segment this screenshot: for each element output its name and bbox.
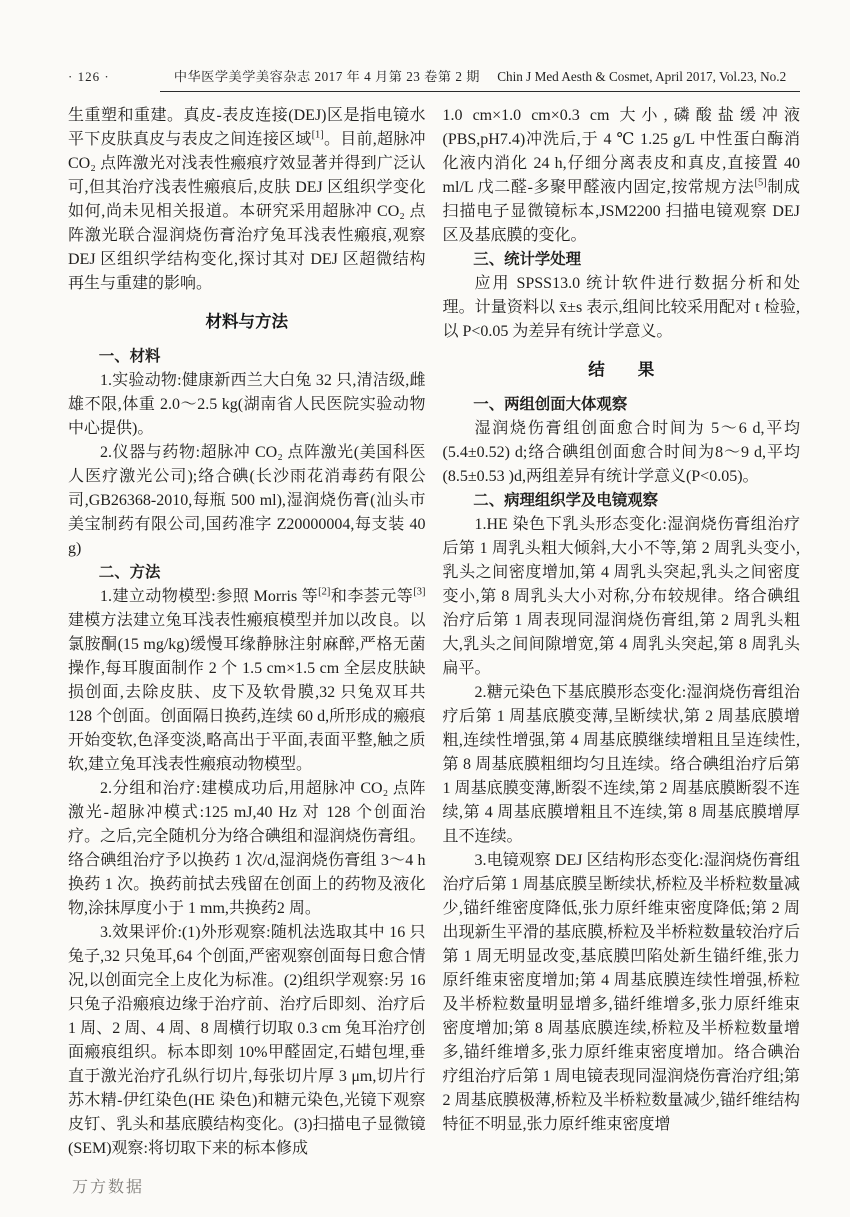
gross-observation-paragraph: 湿润烧伤膏组创面愈合时间为 5～6 d,平均(5.4±0.52) d;络合碘组创面愈合时间为8～9 d,平均(8.5±0.53 )d,两组差异有统计学意义(P<0.05)。 <box>442 420 800 485</box>
subsection-pathology-em: 二、病理组织学及电镜观察 <box>473 492 658 509</box>
sem-observation-paragraph: 3.电镜观察 DEJ 区结构形态变化:湿润烧伤膏组治疗后第 1 周基底膜呈断续状,桥粒及半桥粒数量减少,锚纤维密度降低,张力原纤维束密度降低;第 2 周出现新生平滑的基底膜,桥粒及半桥粒数量较治疗后第 1 周无明显改变,基底膜凹陷处新生锚纤维,张力原纤维束密度增加;第 4 周基底膜连续性增强,桥粒及半桥粒数量明显增多,锚纤维增多,张力原纤维束密度增加;第 8 周基底膜连续,桥粒及半桥粒数量增多,锚纤维增多,张力原纤维束密度增加。络合碘治疗组治疗后第 1 周电镜表现同湿润烧伤膏治疗组;第 2 周基底膜极薄,桥粒及半桥粒数量减少,锚纤维结构特征不明显,张力原纤维束密度增 <box>442 852 800 1133</box>
running-head <box>68 66 800 92</box>
journal-title-line <box>160 66 800 92</box>
results-heading: 结 果 <box>588 361 655 379</box>
he-staining-paragraph: 1.HE 染色下乳头形态变化:湿润烧伤膏组治疗后第 1 周乳头粗大倾斜,大小不等,第 2 周乳头变小,乳头之间密度增加,第 4 周乳头突起,乳头之间密度变小,第 8 周乳头大小对称,分布较规律。络合碘组治疗后第 1 周表现同湿润烧伤膏组,第 2 周乳头粗大,乳头之间间隙增宽,第 4 周乳头突起,第 8 周乳头扁平。 <box>442 516 800 677</box>
model-text-post: 建模方法建立兔耳浅表性瘢痕模型并加以改良。以氯胺酮(15 mg/kg)缓慢耳缘静脉注射麻醉,严格无菌操作,每耳腹面制作 2 个 1.5 cm×1.5 cm 全层皮肤缺损创面,去除皮肤、皮下及软骨膜,32 只兔双耳共 128 个创面。创面隔日换药,连续 60 d,所形成的瘢痕开始变软,色泽变淡,略高出于平面,表面平整,触之质软,建立兔耳浅表性瘢痕动物模型。 <box>68 612 426 773</box>
effect-evaluation-paragraph: 3.效果评价:(1)外形观察:随机法选取其中 16 只兔子,32 只兔耳,64 个创面,严密观察创面每日愈合情况,以创面完全上皮化为标准。(2)组织学观察:另 16 只兔子沿瘢痕边缘于治疗前、治疗后即刻、治疗后 1 周、2 周、4 周、8 周横行切取 0.3 cm 兔耳治疗创面瘢痕组织。标本即刻 10%甲醛固定,石蜡包埋,垂直于激光治疗孔纵行切片,每张切片厚 3 μm,切片行苏木精-伊红染色(HE 染色)和糖元染色,光镜下观察皮钉、乳头和基底膜结构变化。(3)扫描电子显微镜(SEM)观察:将切取下来的标本修成 <box>68 924 426 1157</box>
subsection-statistics: 三、统计学处理 <box>473 251 582 268</box>
sem-preparation-paragraph <box>443 104 801 248</box>
sem-prep-text-pre: 1.0 cm×1.0 cm×0.3 cm 大小,磷酸盐缓冲液(PBS,pH7.4)冲洗后,于 4 ℃ 1.25 g/L 中性蛋白酶消化液内消化 24 h,仔细分离表皮和真皮,直接置 40 ml/L 戊二醛-多聚甲醛液内固定,按常规方法 <box>442 107 800 196</box>
intro-text-post: 。目前,超脉冲 CO₂ 点阵激光对浅表性瘢痕疗效显著并得到广泛认可,但其治疗浅表性瘢痕后,皮肤 DEJ 区组织学变化如何,尚未见相关报道。本研究采用超脉冲 CO₂ 点阵激光联合湿润烧伤膏治疗兔耳浅表性瘢痕,观察 DEJ 区组织学结构变化,探讨其对 DEJ 区超微结构再生与重建的影响。 <box>68 131 426 292</box>
animal-model-paragraph <box>68 585 426 777</box>
model-text-pre: 1.建立动物模型:参照 Morris 等 <box>100 588 319 605</box>
journal-title-english: Chin J Med Aesth & Cosmet, April 2017, Vol.23, No.2 <box>497 69 787 84</box>
model-text-mid: 和李荟元等 <box>330 588 414 605</box>
glycogen-staining-paragraph: 2.糖元染色下基底膜形态变化:湿润烧伤膏组治疗后第 1 周基底膜变薄,呈断续状,第 2 周基底膜增粗,连续性增强,第 4 周基底膜继续增粗且呈连续性,第 8 周基底膜粗细均匀且连续。络合碘组治疗后第 1 周基底膜变薄,断裂不连续,第 2 周基底膜断裂不连续,第 4 周基底膜增粗且不连续,第 8 周基底膜增厚且不连续。 <box>442 684 800 845</box>
sem-prep-text-post: 制成扫描电子显微镜标本,JSM2200 扫描电镜观察 DEJ 区及基底膜的变化。 <box>442 179 800 244</box>
subsection-methods: 二、方法 <box>98 564 161 581</box>
citation-ref-3: [3] <box>413 586 426 598</box>
intro-continuation-paragraph <box>68 104 426 296</box>
instruments-drugs-paragraph: 2.仪器与药物:超脉冲 CO₂ 点阵激光(美国科医人医疗激光公司);络合碘(长沙雨花消毒药有限公司,GB26368-2010,每瓶 500 ml),湿润烧伤膏(汕头市美宝制药有限公司,国药准字 Z20000004,每支装 40 g) <box>68 444 426 557</box>
subsection-gross-observation: 一、两组创面大体观察 <box>473 396 628 413</box>
wanfang-data-watermark: 万方数据 <box>72 1179 145 1196</box>
subsection-materials: 一、材料 <box>98 348 161 365</box>
experimental-animals-paragraph: 1.实验动物:健康新西兰大白兔 32 只,清洁级,雌雄不限,体重 2.0～2.5 kg(湖南省人民医院实验动物中心提供)。 <box>68 372 426 437</box>
right-column <box>443 104 801 1161</box>
citation-ref-5: [5] <box>754 177 767 189</box>
left-column <box>68 104 426 1161</box>
materials-methods-heading: 材料与方法 <box>205 313 288 331</box>
intro-text-pre: 生重塑和重建。真皮-表皮连接(DEJ)区是指电镜水平下皮肤真皮与表皮之间连接区域 <box>68 107 426 148</box>
citation-ref-2: [2] <box>318 586 331 598</box>
grouping-treatment-paragraph: 2.分组和治疗:建模成功后,用超脉冲 CO₂ 点阵激光-超脉冲模式:125 mJ,40 Hz 对 128 个创面治疗。之后,完全随机分为络合碘组和湿润烧伤膏组。络合碘组治疗予以换药 1 次/d,湿润烧伤膏组 3～4 h 换药 1 次。换药前拭去残留在创面上的药物及液化物,涂抹厚度小于 1 mm,共换药2 周。 <box>68 780 426 917</box>
article-body <box>68 104 800 1161</box>
citation-ref-1: [1] <box>311 129 324 141</box>
journal-title-chinese: 中华医学美学美容杂志 2017 年 4 月第 23 卷第 2 期 <box>173 69 480 84</box>
page-number: · 126 · <box>68 69 110 84</box>
statistics-paragraph: 应用 SPSS13.0 统计软件进行数据分析和处理。计量资料以 x̄±s 表示,组间比较采用配对 t 检验,以 P<0.05 为差异有统计学意义。 <box>442 275 800 340</box>
